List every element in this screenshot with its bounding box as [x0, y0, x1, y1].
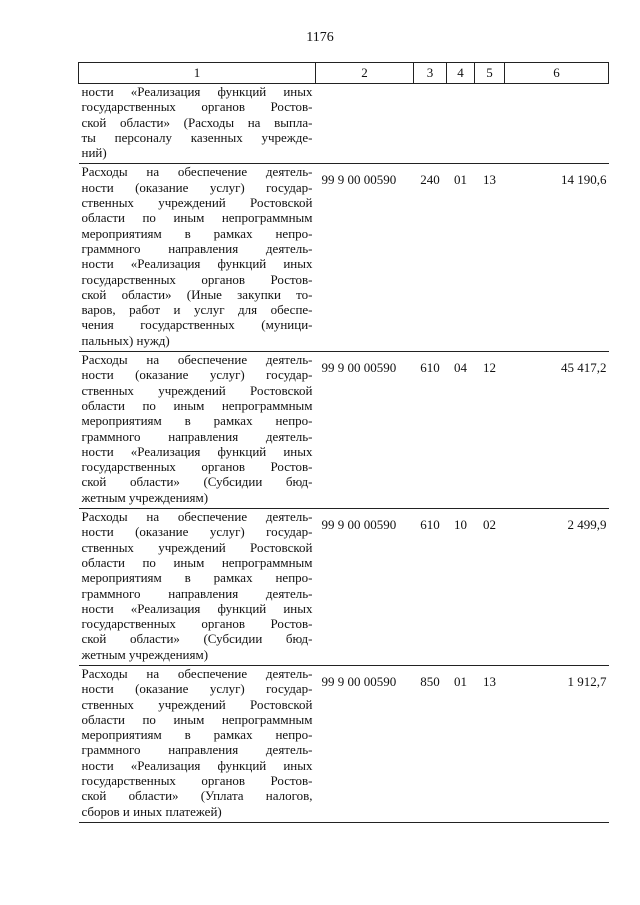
description-line: граммного направления деятель-: [81, 240, 313, 256]
target-article-code: 99 9 00 00590: [316, 164, 414, 352]
column-header: 2: [316, 63, 414, 84]
description-line: мероприятиям в рамках непро-: [81, 727, 313, 743]
page-number: 1176: [306, 30, 334, 45]
expense-description: [79, 509, 316, 666]
description-line: государственных органов Ростов-: [81, 99, 313, 115]
table-row: [79, 84, 609, 164]
description-line: области по иным непрограммным: [81, 397, 313, 413]
subsection-code: 13: [475, 665, 505, 822]
section-code: 04: [447, 352, 475, 509]
expense-description: [79, 164, 316, 352]
description-line: Расходы на обеспечение деятель-: [81, 509, 313, 525]
description-line: государственных органов Ростов-: [81, 459, 313, 475]
expense-type-code: 240: [414, 164, 447, 352]
section-code: 01: [447, 665, 475, 822]
description-line: сборов и иных платежей): [81, 803, 222, 819]
description-line: ности (оказание услуг) государ-: [81, 524, 313, 540]
table-row: [79, 164, 609, 352]
amount: 14 190,6: [505, 164, 609, 352]
target-article-code: 99 9 00 00590: [316, 352, 414, 509]
description-line: ности (оказание услуг) государ-: [81, 179, 313, 195]
description-line: ности (оказание услуг) государ-: [81, 681, 313, 697]
description-line: ской области» (Расходы на выпла-: [81, 114, 313, 130]
description-line: пальных) нужд): [81, 332, 170, 348]
description-line: ской области» (Уплата налогов,: [81, 788, 313, 804]
subsection-code: [475, 84, 505, 164]
subsection-code: 12: [475, 352, 505, 509]
table-row: [79, 352, 609, 509]
target-article-code: 99 9 00 00590: [316, 665, 414, 822]
table-row: [79, 665, 609, 822]
column-header: 4: [447, 63, 475, 84]
description-line: ности «Реализация функций иных: [81, 256, 313, 272]
expense-description: [79, 352, 316, 509]
description-line: государственных органов Ростов-: [81, 616, 313, 632]
table-row: [79, 509, 609, 666]
target-article-code: [316, 84, 414, 164]
expense-type-code: 610: [414, 352, 447, 509]
description-line: ности (оказание услуг) государ-: [81, 367, 313, 383]
description-line: жетным учреждениям): [81, 489, 209, 505]
column-header: 6: [505, 63, 609, 84]
description-line: ственных учреждений Ростовской: [81, 696, 313, 712]
description-line: граммного направления деятель-: [81, 585, 313, 601]
description-line: Расходы на обеспечение деятель-: [81, 665, 313, 681]
description-line: ний): [81, 145, 107, 161]
description-line: ности «Реализация функций иных: [81, 84, 313, 99]
expense-type-code: [414, 84, 447, 164]
column-header: 5: [475, 63, 505, 84]
description-line: граммного направления деятель-: [81, 428, 313, 444]
description-line: граммного направления деятель-: [81, 742, 313, 758]
column-header: 3: [414, 63, 447, 84]
amount: 45 417,2: [505, 352, 609, 509]
table-body: [79, 84, 609, 823]
description-line: мероприятиям в рамках непро-: [81, 570, 313, 586]
description-line: ской области» (Субсидии бюд-: [81, 474, 313, 490]
expense-description: [79, 665, 316, 822]
description-line: Расходы на обеспечение деятель-: [81, 352, 313, 368]
target-article-code: 99 9 00 00590: [316, 509, 414, 666]
amount: 1 912,7: [505, 665, 609, 822]
description-line: ности «Реализация функций иных: [81, 443, 313, 459]
expense-type-code: 610: [414, 509, 447, 666]
budget-table: [78, 62, 609, 823]
description-line: государственных органов Ростов-: [81, 271, 313, 287]
description-line: чения государственных (муници-: [81, 317, 313, 333]
description-line: ской области» (Иные закупки то-: [81, 286, 313, 302]
description-line: ственных учреждений Ростовской: [81, 539, 313, 555]
subsection-code: 13: [475, 164, 505, 352]
subsection-code: 02: [475, 509, 505, 666]
description-line: мероприятиям в рамках непро-: [81, 225, 313, 241]
description-line: области по иным непрограммным: [81, 210, 313, 226]
description-line: ственных учреждений Ростовской: [81, 382, 313, 398]
column-header: 1: [79, 63, 316, 84]
description-line: области по иным непрограммным: [81, 554, 313, 570]
section-code: 10: [447, 509, 475, 666]
amount: [505, 84, 609, 164]
description-line: ской области» (Субсидии бюд-: [81, 631, 313, 647]
description-line: области по иным непрограммным: [81, 711, 313, 727]
description-line: ственных учреждений Ростовской: [81, 195, 313, 211]
section-code: [447, 84, 475, 164]
amount: 2 499,9: [505, 509, 609, 666]
expense-type-code: 850: [414, 665, 447, 822]
section-code: 01: [447, 164, 475, 352]
description-line: варов, работ и услуг для обеспе-: [81, 302, 313, 318]
expense-description: [79, 84, 316, 164]
description-line: Расходы на обеспечение деятель-: [81, 164, 313, 180]
description-line: мероприятиям в рамках непро-: [81, 413, 313, 429]
description-line: жетным учреждениям): [81, 646, 209, 662]
description-line: ты персоналу казенных учрежде-: [81, 129, 313, 145]
description-line: ности «Реализация функций иных: [81, 600, 313, 616]
description-line: государственных органов Ростов-: [81, 773, 313, 789]
header-row: [79, 63, 609, 84]
description-line: ности «Реализация функций иных: [81, 757, 313, 773]
